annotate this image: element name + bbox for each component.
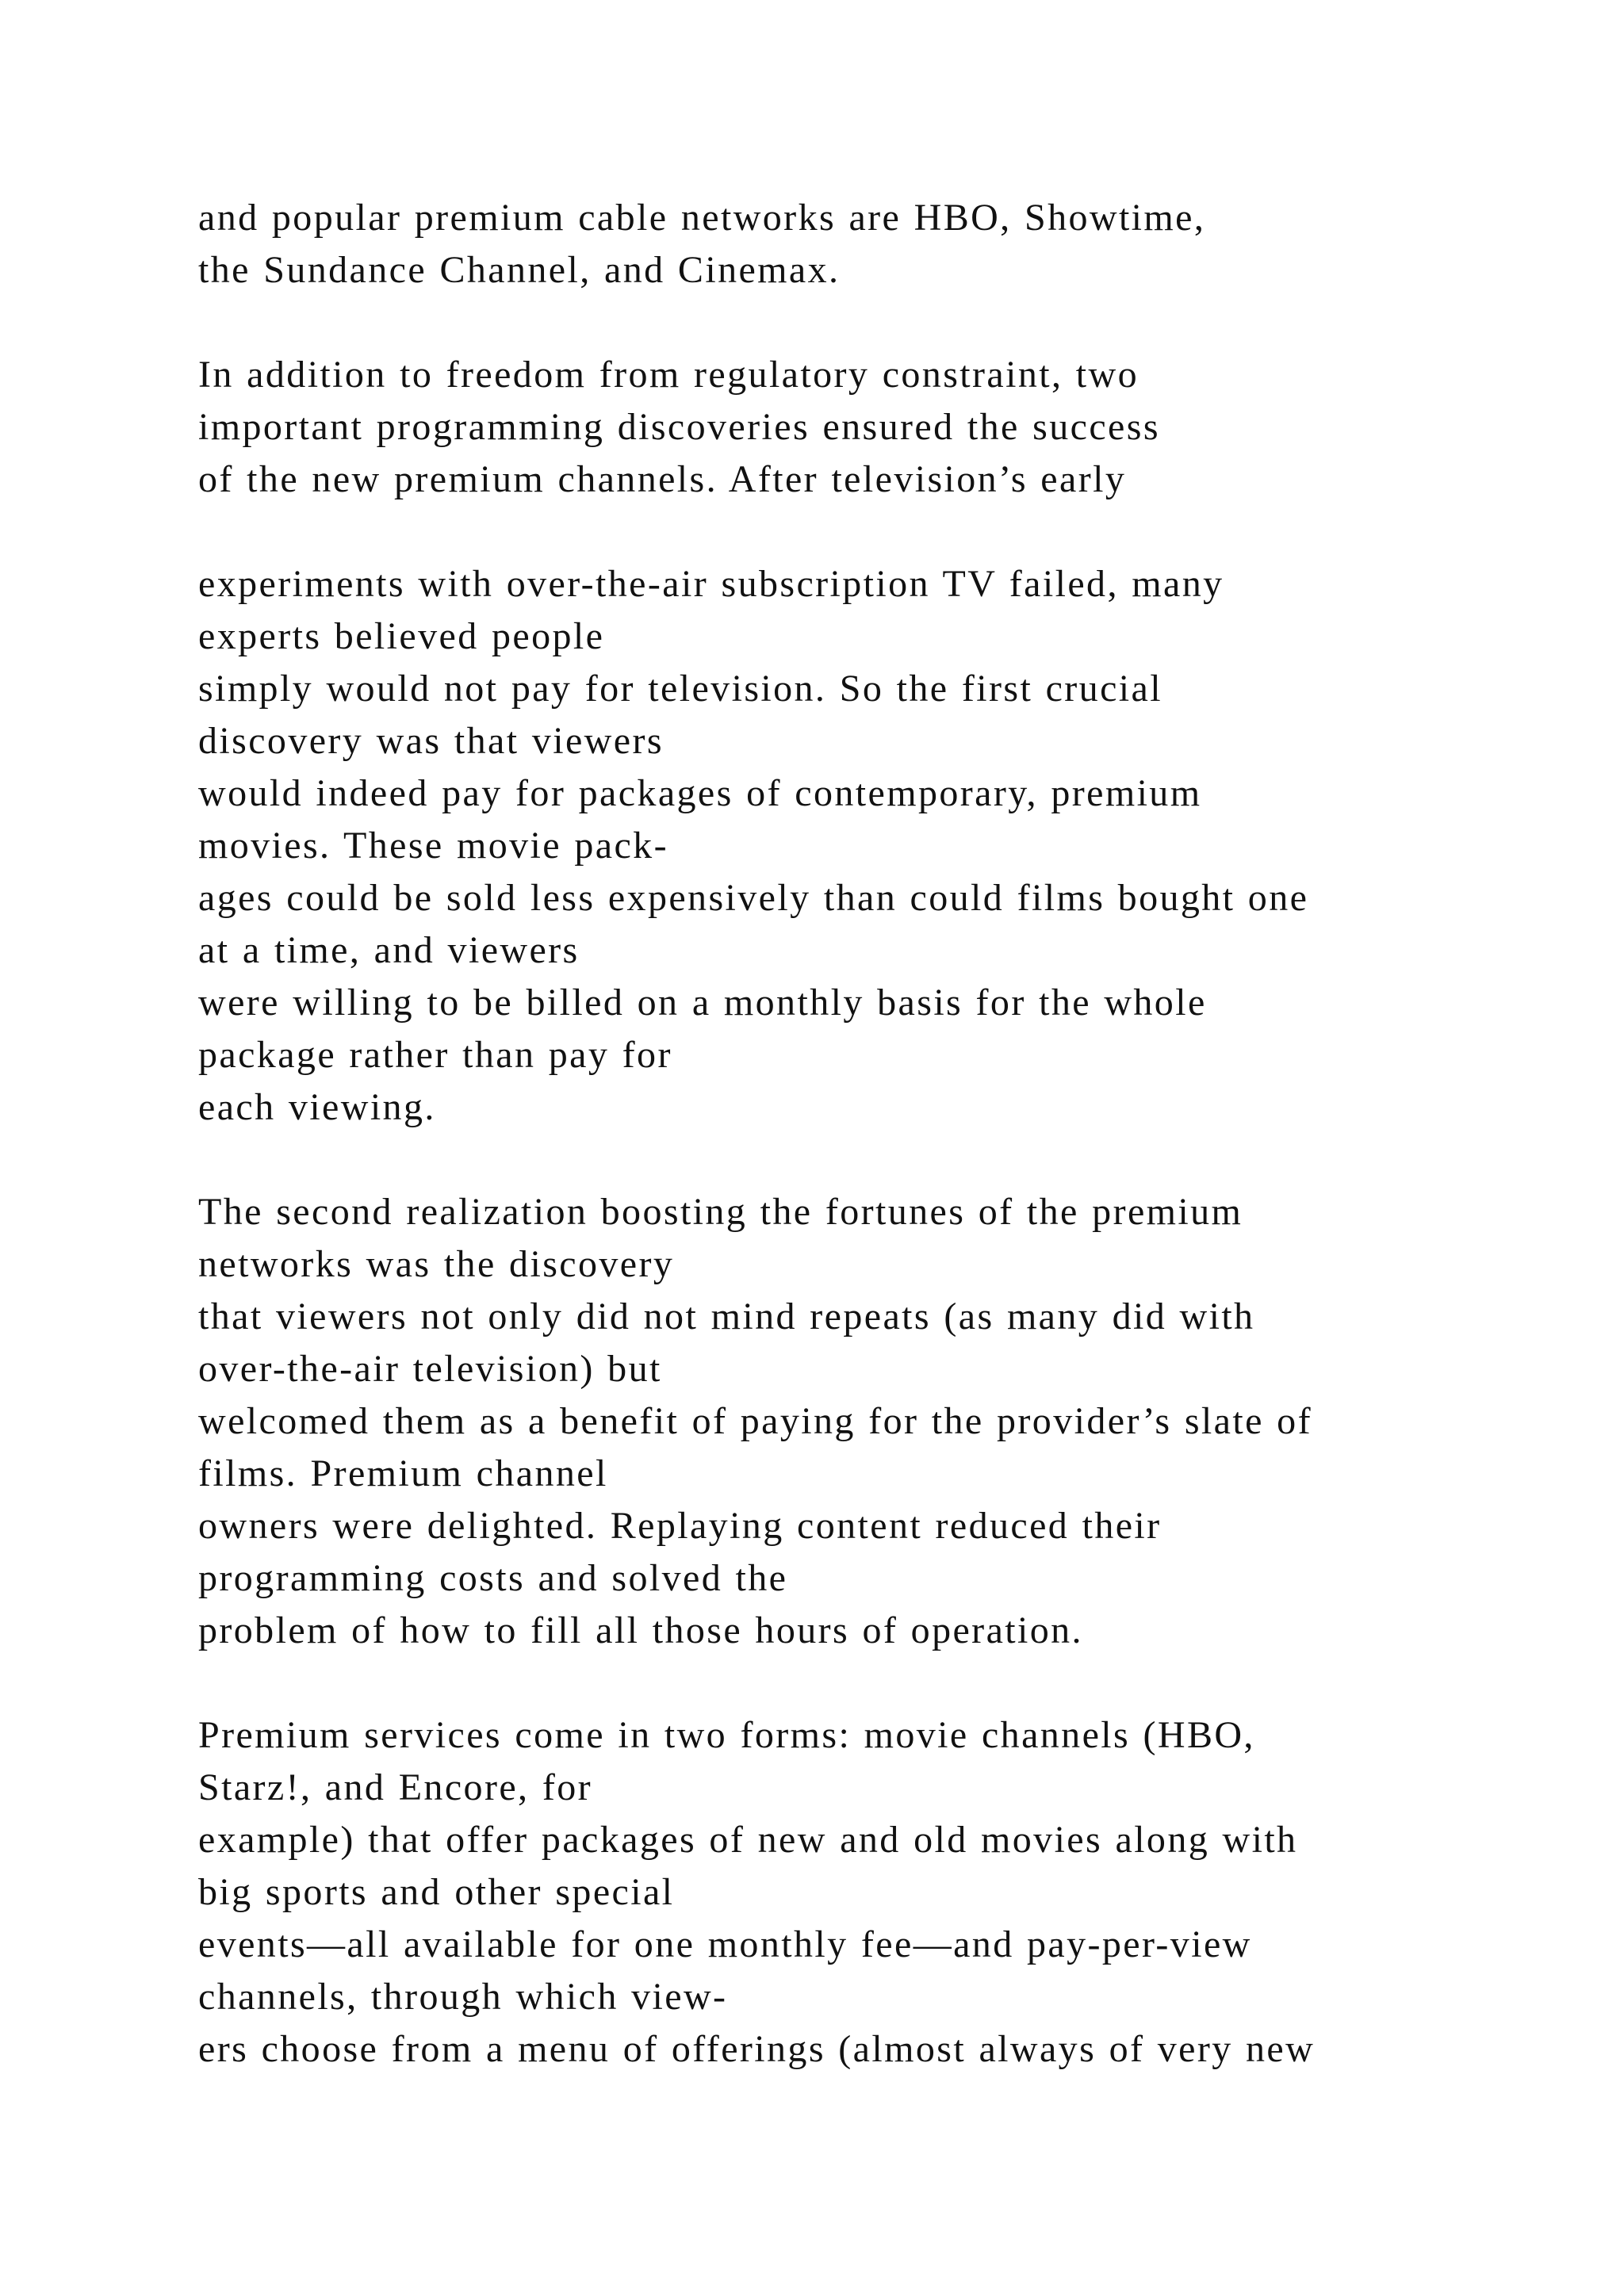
text-line: example) that offer packages of new and old movies along with <box>198 1819 1298 1861</box>
text-line: In addition to freedom from regulatory constraint, two <box>198 354 1139 396</box>
text-line: and popular premium cable networks are HBO, Showtime, <box>198 197 1206 239</box>
text-line: Starz!, and Encore, for <box>198 1766 592 1808</box>
text-line: over-the-air television) but <box>198 1348 662 1390</box>
paragraph-gap <box>198 297 1546 349</box>
paragraph-5 <box>198 1709 1546 2076</box>
text-line: simply would not pay for television. So the first crucial <box>198 668 1162 710</box>
text-line: experts believed people <box>198 615 605 657</box>
text-line: problem of how to fill all those hours of operation. <box>198 1609 1083 1651</box>
text-line: owners were delighted. Replaying content reduced their <box>198 1505 1162 1547</box>
paragraph-gap <box>198 506 1546 558</box>
text-line: The second realization boosting the fortunes of the premium <box>198 1191 1243 1233</box>
paragraph-gap <box>198 1657 1546 1709</box>
text-line: the Sundance Channel, and Cinemax. <box>198 249 841 291</box>
document-body <box>198 192 1546 2076</box>
text-line: Premium services come in two forms: movie channels (HBO, <box>198 1714 1255 1756</box>
paragraph-2 <box>198 349 1546 506</box>
text-line: movies. These movie pack- <box>198 825 668 867</box>
paragraph-4 <box>198 1186 1546 1657</box>
text-line: welcomed them as a benefit of paying for the provider’s slate of <box>198 1400 1312 1442</box>
text-line: ers choose from a menu of offerings (almost always of very new <box>198 2028 1316 2070</box>
text-line: films. Premium channel <box>198 1452 608 1494</box>
text-line: each viewing. <box>198 1086 436 1128</box>
text-line: experiments with over-the-air subscription TV failed, many <box>198 563 1224 605</box>
text-line: networks was the discovery <box>198 1243 675 1285</box>
text-line: ages could be sold less expensively than could films bought one <box>198 877 1309 919</box>
text-line: at a time, and viewers <box>198 929 580 971</box>
text-line: were willing to be billed on a monthly basis for the whole <box>198 982 1207 1024</box>
paragraph-3 <box>198 558 1546 1134</box>
text-line: would indeed pay for packages of contemporary, premium <box>198 772 1202 814</box>
text-line: of the new premium channels. After television’s early <box>198 458 1127 500</box>
text-line: that viewers not only did not mind repeats (as many did with <box>198 1295 1255 1337</box>
text-line: programming costs and solved the <box>198 1557 788 1599</box>
paragraph-gap <box>198 1134 1546 1186</box>
text-line: channels, through which view- <box>198 1976 728 2018</box>
text-line: package rather than pay for <box>198 1034 672 1076</box>
text-line: important programming discoveries ensured the success <box>198 406 1160 448</box>
text-line: events—all available for one monthly fee—and pay-per-view <box>198 1923 1252 1965</box>
text-line: big sports and other special <box>198 1871 675 1913</box>
text-line: discovery was that viewers <box>198 720 664 762</box>
paragraph-1 <box>198 192 1546 297</box>
